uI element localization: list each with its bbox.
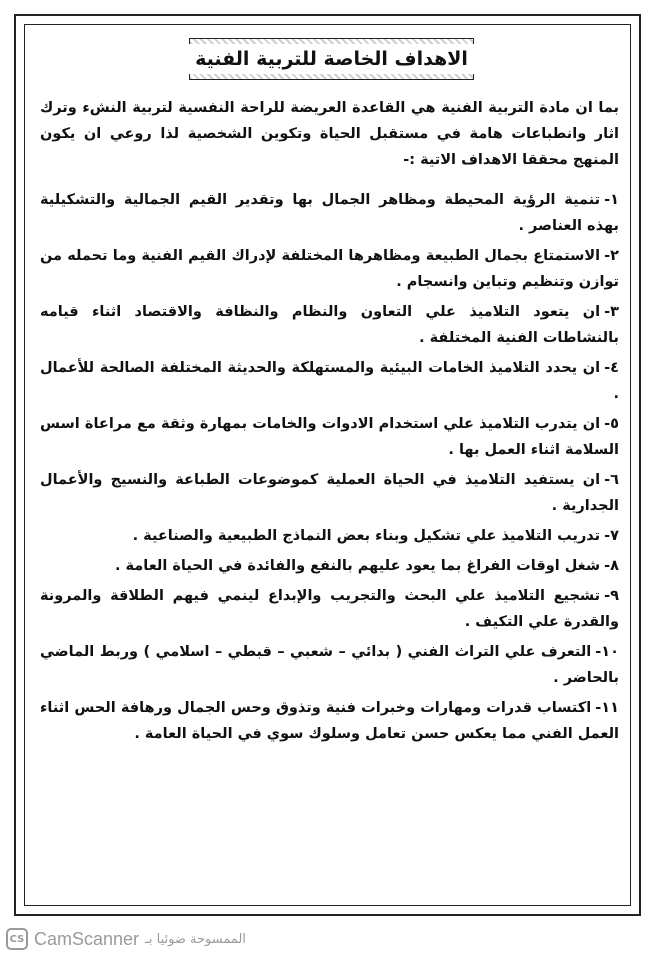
camscanner-logo-icon: CS xyxy=(6,928,28,950)
scanner-watermark xyxy=(6,928,246,950)
watermark-label: الممسوحة ضوئيا بـ xyxy=(145,931,246,947)
objective-item xyxy=(40,187,619,239)
objective-item xyxy=(40,243,619,295)
objective-number: ٨- xyxy=(604,558,619,574)
objective-text: ان يتعود التلاميذ علي التعاون والنظام والنظافة والاقتصاد اثناء قيامه بالنشاطات الفنية المختلفة . xyxy=(40,304,619,346)
objective-item xyxy=(40,299,619,351)
objective-text: تدريب التلاميذ علي تشكيل وبناء بعض النماذج الطبيعية والصناعية . xyxy=(132,528,601,544)
objective-item xyxy=(40,553,619,579)
page-title: الاهداف الخاصة للتربية الفنية xyxy=(183,44,480,74)
objective-item xyxy=(40,695,619,747)
objective-text: شغل اوقات الفراغ بما يعود عليهم بالنفع والفائدة في الحياة العامة . xyxy=(114,558,601,574)
objective-number: ٤- xyxy=(604,360,619,376)
objective-item xyxy=(40,467,619,519)
objective-item xyxy=(40,355,619,407)
objective-text: تنمية الرؤية المحيطة ومظاهر الجمال بها وتقدير القيم الجمالية والتشكيلية بهذه العناصر . xyxy=(40,192,619,234)
objective-text: التعرف علي التراث الفني ( بدائي – شعبي – قبطي – اسلامي ) وربط الماضي بالحاضر . xyxy=(40,644,619,686)
objective-number: ١٠- xyxy=(595,644,619,660)
objective-number: ٦- xyxy=(604,472,619,488)
objective-text: ان يحدد التلاميذ الخامات البيئية والمستهلكة والحديثة المختلفة الصالحة للأعمال . xyxy=(40,360,619,402)
objective-text: الاستمتاع بجمال الطبيعة ومظاهرها المختلفة لإدراك القيم الفنية وما تحمله من توازن وتنظيم وتباين وانسجام . xyxy=(40,248,619,290)
objective-item xyxy=(40,523,619,549)
objective-number: ١١- xyxy=(595,700,619,716)
objective-number: ٣- xyxy=(604,304,619,320)
objective-text: اكتساب قدرات ومهارات وخبرات فنية وتذوق وحس الجمال ورهافة الحس اثناء العمل الفني مما يعكس حسن تعامل وسلوك سوي في الحياة العامة . xyxy=(40,700,619,742)
intro-paragraph: بما ان مادة التربية الفنية هي القاعدة العريضة للراحة النفسية لتربية النشء وترك اثار وانطباعات هامة في مستقبل الحياة وتكوين الشخصية لذا روعي ان يكون المنهج محققا الاهداف الاتية :- xyxy=(40,100,619,168)
watermark-brand: CamScanner xyxy=(34,928,140,949)
objective-number: ٥- xyxy=(604,416,619,432)
title-box xyxy=(189,38,474,80)
objective-number: ٧- xyxy=(604,528,619,544)
objective-item xyxy=(40,411,619,463)
objective-number: ١- xyxy=(604,192,619,208)
objective-text: ان يستفيد التلاميذ في الحياة العملية كموضوعات الطباعة والنسيج والأعمال الجدارية . xyxy=(40,472,619,514)
objectives-list xyxy=(40,187,619,747)
objective-item xyxy=(40,583,619,635)
objective-number: ٢- xyxy=(604,248,619,264)
objective-number: ٩- xyxy=(604,588,619,604)
objective-text: ان يتدرب التلاميذ علي استخدام الادوات والخامات بمهارة وثقة مع مراعاة اسس السلامة اثناء العمل بها . xyxy=(40,416,619,458)
objective-text: تشجيع التلاميذ علي البحث والتجريب والإبداع لينمي فيهم الطلاقة والمرونة والقدرة علي التكيف . xyxy=(40,588,619,630)
document-body xyxy=(40,95,619,751)
objective-item xyxy=(40,639,619,691)
